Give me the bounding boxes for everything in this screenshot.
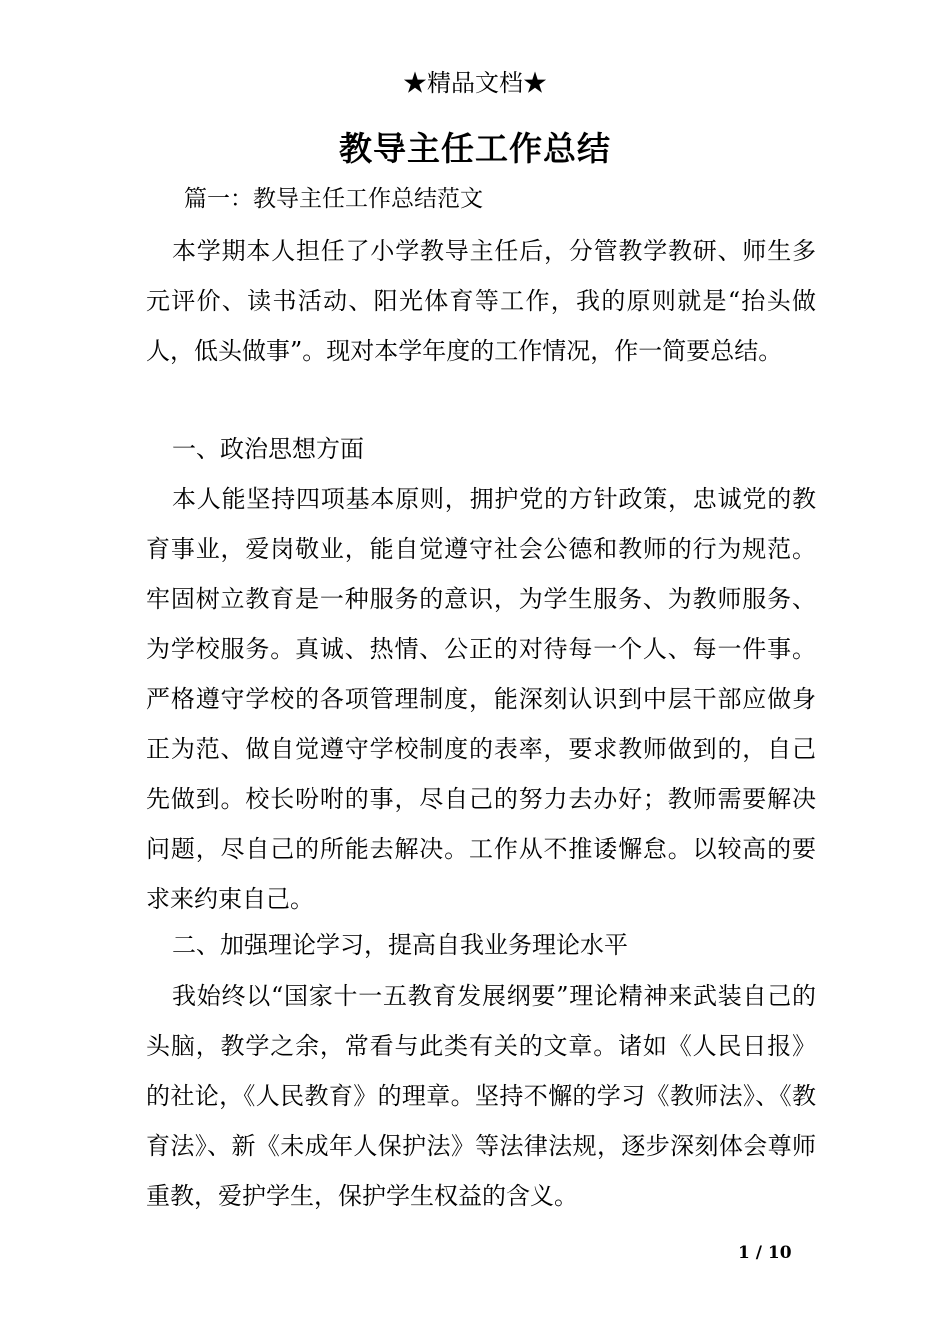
intro-paragraph: 本学期本人担任了小学教导主任后，分管教学教研、师生多元评价、读书活动、阳光体育等工作，我的原则就是“抬头做人，低头做事”。现对本学年度的工作情况，作一简要总结。 <box>146 237 816 365</box>
section-heading-2: 二、加强理论学习，提高自我业务理论水平 <box>172 931 628 959</box>
document-title: 教导主任工作总结 <box>339 129 611 168</box>
section-2-paragraph: 我始终以“国家十一五教育发展纲要”理论精神来武装自己的头脑，教学之余，常看与此类有关的文章。诸如《人民日报》的社论，《人民教育》的理章。坚持不懈的学习《教师法》、《教育法》、新《未成年人保护法》等法律法规，逐步深刻体会尊师重教，爱护学生，保护学生权益的含义。 <box>146 982 816 1210</box>
page-number: 1 / 10 <box>738 1243 792 1263</box>
section-heading-1: 一、政治思想方面 <box>172 435 364 463</box>
section-1-paragraph: 本人能坚持四项基本原则，拥护党的方针政策，忠诚党的教育事业，爱岗敬业，能自觉遵守社会公德和教师的行为规范。牢固树立教育是一种服务的意识，为学生服务、为教师服务、为学校服务。真诚、热情、公正的对待每一个人、每一件事。严格遵守学校的各项管理制度，能深刻认识到中层干部应做身正为范、做自觉遵守学校制度的表率，要求教师做到的，自己先做到。校长吩咐的事，尽自己的努力去办好；教师需要解决问题，尽自己的所能去解决。工作从不推诿懈怠。以较高的要求来约束自己。 <box>146 485 816 913</box>
document-subtitle: 篇一：教导主任工作总结范文 <box>184 186 483 212</box>
page-header: ★精品文档★ <box>403 69 547 97</box>
